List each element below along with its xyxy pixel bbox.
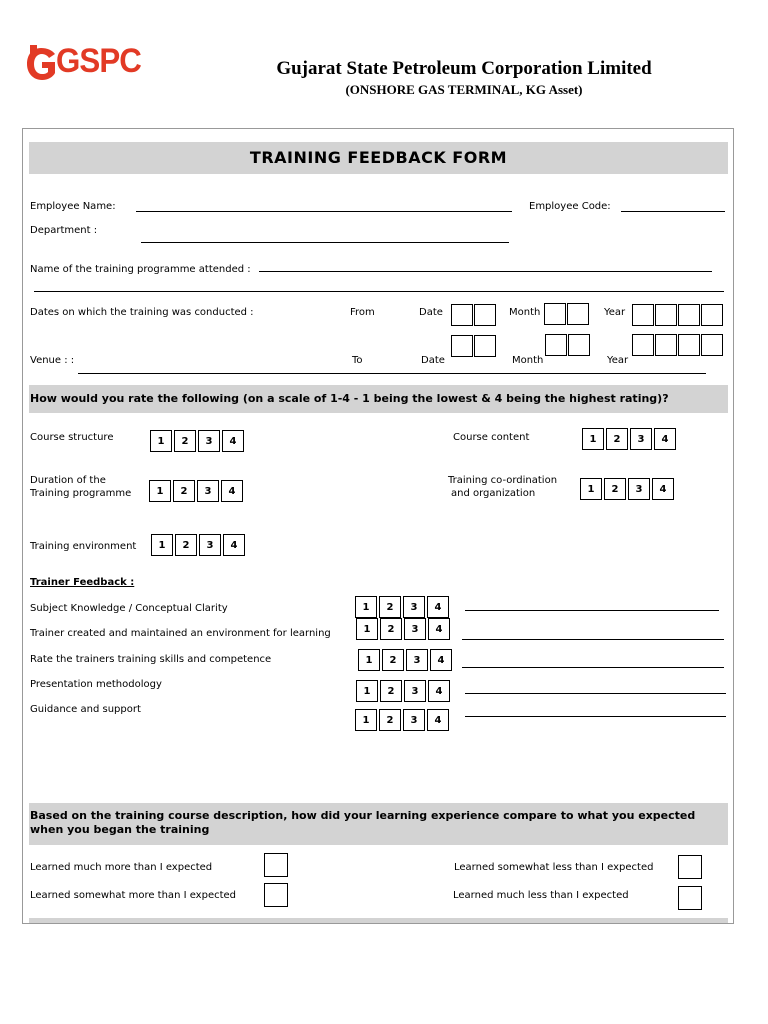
rating-2[interactable]: 2 — [379, 709, 401, 731]
environment-rating — [151, 534, 247, 556]
rating-1[interactable]: 1 — [580, 478, 602, 500]
from-date-box-2[interactable] — [474, 304, 496, 326]
rating-1[interactable]: 1 — [355, 596, 377, 618]
rating-1[interactable]: 1 — [356, 618, 378, 640]
from-year-box-3[interactable] — [678, 304, 700, 326]
from-date-box-1[interactable] — [451, 304, 473, 326]
company-name: Gujarat State Petroleum Corporation Limited — [276, 58, 652, 79]
from-date-label: Date — [419, 307, 443, 318]
trainer-item-label: Subject Knowledge / Conceptual Clarity — [30, 603, 228, 614]
rating-3[interactable]: 3 — [404, 680, 426, 702]
from-month-box-2[interactable] — [567, 303, 589, 325]
rating-4[interactable]: 4 — [223, 534, 245, 556]
trainer-item-comment[interactable] — [465, 693, 726, 694]
trainer-feedback-heading: Trainer Feedback : — [30, 577, 135, 588]
to-label: To — [352, 355, 363, 366]
rating-3[interactable]: 3 — [403, 596, 425, 618]
rating-4[interactable]: 4 — [654, 428, 676, 450]
coordination-rating — [580, 478, 676, 500]
from-month-box-1[interactable] — [544, 303, 566, 325]
from-year-box-4[interactable] — [701, 304, 723, 326]
to-year-box-2[interactable] — [655, 334, 677, 356]
trainer-item-rating — [356, 680, 452, 702]
rating-2[interactable]: 2 — [604, 478, 626, 500]
rating-3[interactable]: 3 — [403, 709, 425, 731]
to-year-label: Year — [607, 355, 629, 366]
from-year-box-1[interactable] — [632, 304, 654, 326]
course-content-label: Course content — [453, 432, 530, 443]
rating-1[interactable]: 1 — [582, 428, 604, 450]
rating-2[interactable]: 2 — [606, 428, 628, 450]
rating-4[interactable]: 4 — [430, 649, 452, 671]
course-content-rating — [582, 428, 678, 450]
much-more-checkbox[interactable] — [264, 853, 288, 877]
trainer-item-label: Guidance and support — [30, 704, 141, 715]
coordination-label-2: and organization — [451, 488, 536, 499]
trainer-item-label: Trainer created and maintained an environment for learning — [30, 628, 331, 639]
trainer-item-rating — [355, 596, 451, 618]
rating-3[interactable]: 3 — [199, 534, 221, 556]
trainer-item-label: Rate the trainers training skills and competence — [30, 654, 272, 665]
trainer-item-rating — [356, 618, 452, 640]
department-field[interactable] — [141, 242, 509, 243]
rating-1[interactable]: 1 — [150, 430, 172, 452]
much-more-label: Learned much more than I expected — [30, 862, 213, 873]
from-month-label: Month — [509, 307, 541, 318]
trainer-item-comment[interactable] — [462, 667, 724, 668]
expectation-question: Based on the training course description, how did your learning experience compare to what you expected when you began the training — [29, 803, 728, 845]
company-subtitle: (ONSHORE GAS TERMINAL, KG Asset) — [345, 82, 583, 97]
from-label: From — [350, 307, 375, 318]
trainer-item-label: Presentation methodology — [30, 679, 162, 690]
somewhat-more-checkbox[interactable] — [264, 883, 288, 907]
rating-1[interactable]: 1 — [355, 709, 377, 731]
venue-label: Venue : : — [30, 355, 75, 366]
rating-4[interactable]: 4 — [221, 480, 243, 502]
employee-code-field[interactable] — [621, 211, 725, 212]
coordination-label-1: Training co-ordination — [448, 475, 558, 486]
rating-question: How would you rate the following (on a scale of 1-4 - 1 being the lowest & 4 being the highest rating)? — [29, 385, 728, 413]
rating-3[interactable]: 3 — [404, 618, 426, 640]
trainer-item-rating — [358, 649, 454, 671]
dates-label: Dates on which the training was conducted : — [30, 307, 254, 318]
form-title: TRAINING FEEDBACK FORM — [29, 142, 728, 174]
to-year-box-4[interactable] — [701, 334, 723, 356]
course-structure-label: Course structure — [30, 432, 114, 443]
to-month-box-1[interactable] — [545, 334, 567, 356]
somewhat-less-checkbox[interactable] — [678, 855, 702, 879]
employee-code-label: Employee Code: — [529, 201, 611, 212]
rating-4[interactable]: 4 — [427, 596, 449, 618]
trainer-item-rating — [355, 709, 451, 731]
rating-1[interactable]: 1 — [358, 649, 380, 671]
to-year-box-3[interactable] — [678, 334, 700, 356]
to-month-label: Month — [512, 355, 544, 366]
rating-4[interactable]: 4 — [427, 709, 449, 731]
to-date-box-1[interactable] — [451, 335, 473, 357]
duration-label-2: Training programme — [30, 488, 132, 499]
rating-3[interactable]: 3 — [406, 649, 428, 671]
from-year-box-2[interactable] — [655, 304, 677, 326]
duration-label-1: Duration of the — [30, 475, 106, 486]
environment-label: Training environment — [30, 541, 137, 552]
rating-3[interactable]: 3 — [628, 478, 650, 500]
rating-1[interactable]: 1 — [356, 680, 378, 702]
bottom-bar — [29, 918, 728, 923]
rating-2[interactable]: 2 — [380, 618, 402, 640]
logo-text: GSPC — [56, 42, 141, 80]
department-label: Department : — [30, 225, 98, 236]
somewhat-more-label: Learned somewhat more than I expected — [30, 890, 237, 901]
rating-4[interactable]: 4 — [428, 618, 450, 640]
rating-2[interactable]: 2 — [173, 480, 195, 502]
rating-2[interactable]: 2 — [174, 430, 196, 452]
employee-name-field[interactable] — [136, 211, 512, 212]
rating-4[interactable]: 4 — [222, 430, 244, 452]
rating-3[interactable]: 3 — [630, 428, 652, 450]
to-date-label: Date — [421, 355, 445, 366]
much-less-checkbox[interactable] — [678, 886, 702, 910]
rating-2[interactable]: 2 — [379, 596, 401, 618]
much-less-label: Learned much less than I expected — [453, 890, 629, 901]
venue-field[interactable] — [78, 373, 706, 374]
rating-2[interactable]: 2 — [380, 680, 402, 702]
course-structure-rating — [150, 430, 246, 452]
trainer-item-comment[interactable] — [465, 716, 726, 717]
rating-3[interactable]: 3 — [198, 430, 220, 452]
programme-field-line2[interactable] — [34, 291, 724, 292]
employee-name-label: Employee Name: — [30, 201, 116, 212]
from-year-label: Year — [604, 307, 626, 318]
rating-4[interactable]: 4 — [652, 478, 674, 500]
rating-3[interactable]: 3 — [197, 480, 219, 502]
to-month-box-2[interactable] — [568, 334, 590, 356]
trainer-item-comment[interactable] — [462, 639, 724, 640]
rating-2[interactable]: 2 — [175, 534, 197, 556]
gspc-logo — [26, 42, 141, 84]
rating-4[interactable]: 4 — [428, 680, 450, 702]
duration-rating — [149, 480, 245, 502]
programme-label: Name of the training programme attended : — [30, 264, 251, 275]
to-date-box-2[interactable] — [474, 335, 496, 357]
somewhat-less-label: Learned somewhat less than I expected — [454, 862, 654, 873]
rating-1[interactable]: 1 — [149, 480, 171, 502]
gspc-logo-icon — [26, 44, 56, 84]
trainer-item-comment[interactable] — [465, 610, 719, 611]
rating-1[interactable]: 1 — [151, 534, 173, 556]
to-year-box-1[interactable] — [632, 334, 654, 356]
programme-field[interactable] — [259, 271, 712, 272]
rating-2[interactable]: 2 — [382, 649, 404, 671]
